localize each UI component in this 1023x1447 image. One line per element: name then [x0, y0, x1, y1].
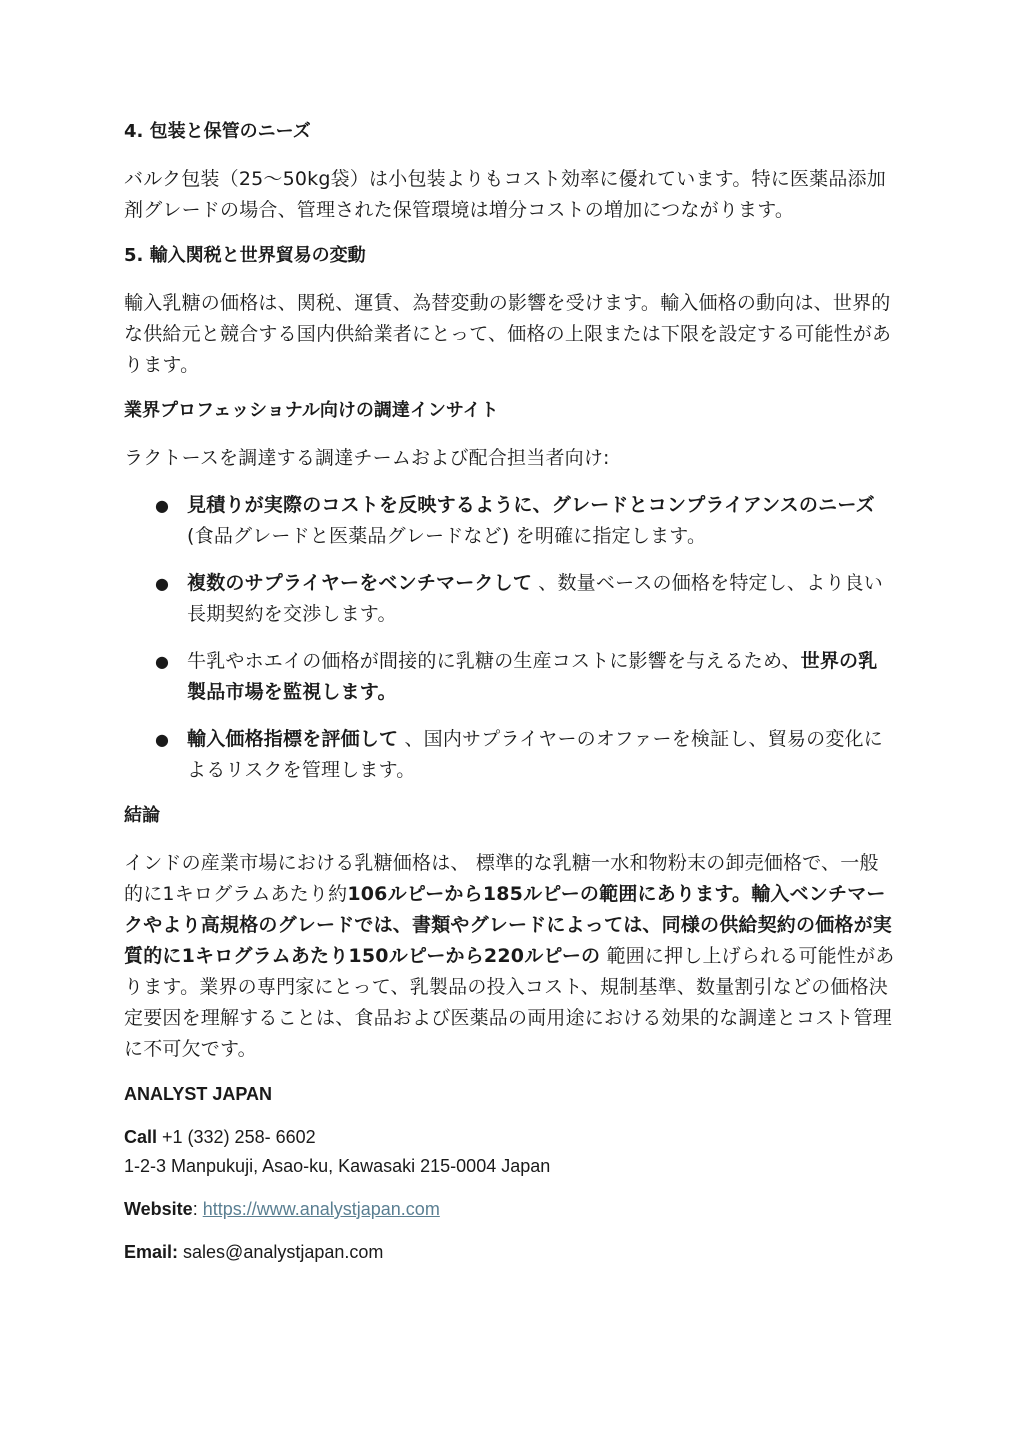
website-link[interactable]: https://www.analystjapan.com — [202, 1199, 440, 1219]
call-label: Call — [124, 1127, 158, 1147]
list-item — [124, 490, 896, 552]
bullet-icon: ● — [155, 574, 170, 593]
bullet-icon: ● — [155, 652, 170, 671]
list-item-text: 、数量ベースの価格を特定し、より良い長期契約を交渉します。 — [187, 572, 883, 625]
website-separator: : — [192, 1199, 203, 1219]
list-item-text: 、国内サプライヤーのオファーを検証し、貿易の変化によるリスクを管理します。 — [187, 728, 883, 781]
section-4-paragraph: バルク包装（25〜50kg袋）は小包装よりもコスト効率に優れています。特に医薬品添加剤グレードの場合、管理された保管環境は増分コストの増加につながります。 — [124, 168, 886, 221]
list-item — [124, 724, 896, 786]
email-line — [124, 1238, 896, 1267]
conclusion-text-2: 範囲に押し上げられる可能性があります。業界の専門家にとって、乳製品の投入コスト、規制基準、数量割引などの価格決定要因を理解することは、食品および医薬品の両用途における効果的な調達とコスト管理に不可欠です。 — [124, 945, 895, 1060]
phone-line — [124, 1123, 896, 1152]
address-line: 1-2-3 Manpukuji, Asao-ku, Kawasaki 215-0004 Japan — [124, 1156, 551, 1176]
bullet-icon: ● — [155, 496, 170, 515]
insights-heading: 業界プロフェッショナル向けの調達インサイト — [124, 400, 499, 421]
phone-number: +1 (332) 258- 6602 — [157, 1127, 316, 1147]
list-item-text: 牛乳やホエイの価格が間接的に乳糖の生産コストに影響を与えるため、 — [187, 650, 801, 672]
website-line — [124, 1195, 896, 1224]
list-item-bold: 複数のサプライヤーをベンチマークして — [187, 572, 533, 594]
conclusion-bold: 106ルピーから185ルピーの範囲にあります。輸入ベンチマークやより高規格のグレードでは、書類やグレードによっては、同様の供給契約の価格が実質的に1キログラムあたり150ルピーから220ルピーの — [124, 883, 893, 967]
section-4-heading: 4. 包装と保管のニーズ — [124, 121, 311, 142]
conclusion-heading: 結論 — [124, 805, 160, 826]
section-5-paragraph: 輸入乳糖の価格は、関税、運賃、為替変動の影響を受けます。輸入価格の動向は、世界的な供給元と競合する国内供給業者にとって、価格の上限または下限を設定する可能性があります。 — [124, 292, 892, 376]
email-label: Email: — [124, 1242, 179, 1262]
list-item-bold: 見積りが実際のコストを反映するように、グレードとコンプライアンスのニーズ — [187, 494, 875, 516]
bullet-icon: ● — [155, 730, 170, 749]
document-page — [124, 118, 896, 1267]
conclusion-paragraph — [124, 848, 896, 1065]
list-item — [124, 568, 896, 630]
contact-block — [124, 1123, 896, 1181]
list-item-bold: 輸入価格指標を評価して — [187, 728, 399, 750]
website-label: Website — [124, 1199, 193, 1219]
list-item-text: (食品グレードと医薬品グレードなど) を明確に指定します。 — [187, 525, 707, 547]
email-address: sales@analystjapan.com — [178, 1242, 384, 1262]
list-item — [124, 646, 896, 708]
company-name: ANALYST JAPAN — [124, 1084, 273, 1104]
conclusion-text-1: インドの産業市場における乳糖価格は、 標準的な乳糖一水和物粉末の卸売価格で、一般的に1キログラムあたり約 — [124, 852, 879, 905]
section-5-heading: 5. 輸入関税と世界貿易の変動 — [124, 245, 366, 266]
list-item-bold: 世界の乳製品市場を監視します。 — [187, 650, 878, 703]
insights-intro: ラクトースを調達する調達チームおよび配合担当者向け: — [124, 447, 610, 469]
insights-list — [124, 490, 896, 786]
